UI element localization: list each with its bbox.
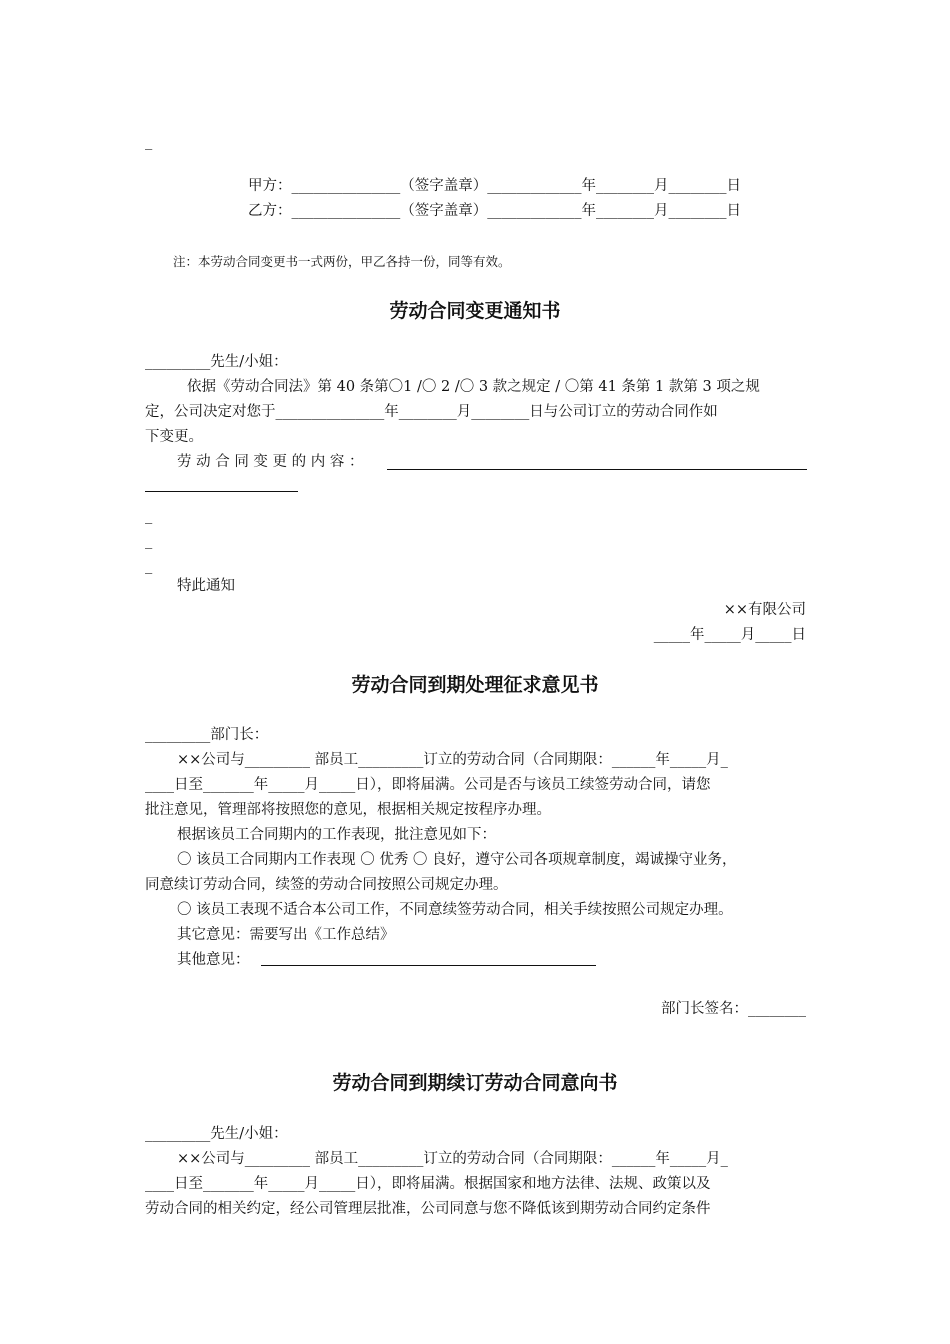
stray-mark: _ [145, 134, 153, 150]
blank-dash-2: _ [145, 533, 153, 549]
blank-dash-3: _ [145, 558, 153, 574]
opinion-paragraph-line3: 批注意见，管理部将按照您的意见，根据相关规定按程序办理。 [145, 802, 551, 818]
opinion-option-decline: 〇 该员工表现不适合本公司工作，不同意续签劳动合同，相关手续按照公司规定办理。 [177, 902, 733, 918]
notice-date: _____年_____月_____日 [653, 627, 806, 643]
renewal-salutation: _________先生/小姐： [145, 1126, 288, 1142]
party-b-signature-line: 乙方：_______________（签字盖章）_____________年________月________日 [248, 203, 741, 219]
department-head-signature: 部门长签名：________ [661, 1001, 806, 1017]
opinion-other-comment-1: 其它意见：需要写出《工作总结》 [177, 927, 395, 943]
change-content-label: 劳 动 合 同 变 更 的 内 容 ： [177, 454, 364, 470]
change-notice-salutation: _________先生/小姐： [145, 354, 288, 370]
blank-dash-1: _ [145, 508, 153, 524]
opinion-other-comment-2-label: 其他意见： [177, 952, 250, 968]
renewal-paragraph-line3: 劳动合同的相关约定，经公司管理层批准，公司同意与您不降低该到期劳动合同约定条件 [145, 1201, 711, 1217]
change-notice-paragraph-line2: 定，公司决定对您于_______________年________月________日与公司订立的劳动合同作如 [145, 404, 718, 420]
renewal-paragraph-line1: ××公司与_________ 部员工_________订立的劳动合同（合同期限：______年_____月_ [177, 1151, 728, 1167]
opinion-instruction: 根据该员工合同期内的工作表现，批注意见如下： [177, 827, 496, 843]
opinion-option-renew-line2: 同意续订劳动合同，续签的劳动合同按照公司规定办理。 [145, 877, 508, 893]
opinion-paragraph-line2: ____日至_______年_____月_____日），即将届满。公司是否与该员工续签劳动合同，请您 [145, 777, 711, 793]
company-name: ××有限公司 [723, 602, 806, 618]
change-notice-paragraph-line3: 下变更。 [145, 429, 203, 445]
opinion-paragraph-line1: ××公司与_________ 部员工_________订立的劳动合同（合同期限：______年_____月_ [177, 752, 728, 768]
change-content-blank-continuation [145, 491, 298, 492]
party-a-signature-line: 甲方：_______________（签字盖章）_____________年________月________日 [248, 178, 741, 194]
opinion-request-title: 劳动合同到期处理征求意见书 [351, 674, 599, 696]
opinion-option-renew-line1: 〇 该员工合同期内工作表现 〇 优秀 〇 良好，遵守公司各项规章制度，竭诚操守业务， [177, 852, 737, 868]
notice-closing: 特此通知 [177, 578, 235, 594]
copies-note: 注：本劳动合同变更书一式两份，甲乙各持一份，同等有效。 [173, 254, 511, 269]
change-notice-paragraph-line1: 依据《劳动合同法》第 40 条第〇1 /〇 2 /〇 3 款之规定 / 〇第 41 条第 1 款第 3 项之规 [187, 379, 760, 395]
opinion-salutation: _________部门长： [145, 727, 269, 743]
renewal-paragraph-line2: ____日至_______年_____月_____日），即将届满。根据国家和地方法律、法规、政策以及 [145, 1176, 711, 1192]
opinion-other-comment-blank-line [261, 965, 596, 966]
renewal-intent-title: 劳动合同到期续订劳动合同意向书 [332, 1072, 618, 1094]
change-notice-title: 劳动合同变更通知书 [389, 300, 561, 322]
change-content-blank-line [387, 469, 807, 470]
